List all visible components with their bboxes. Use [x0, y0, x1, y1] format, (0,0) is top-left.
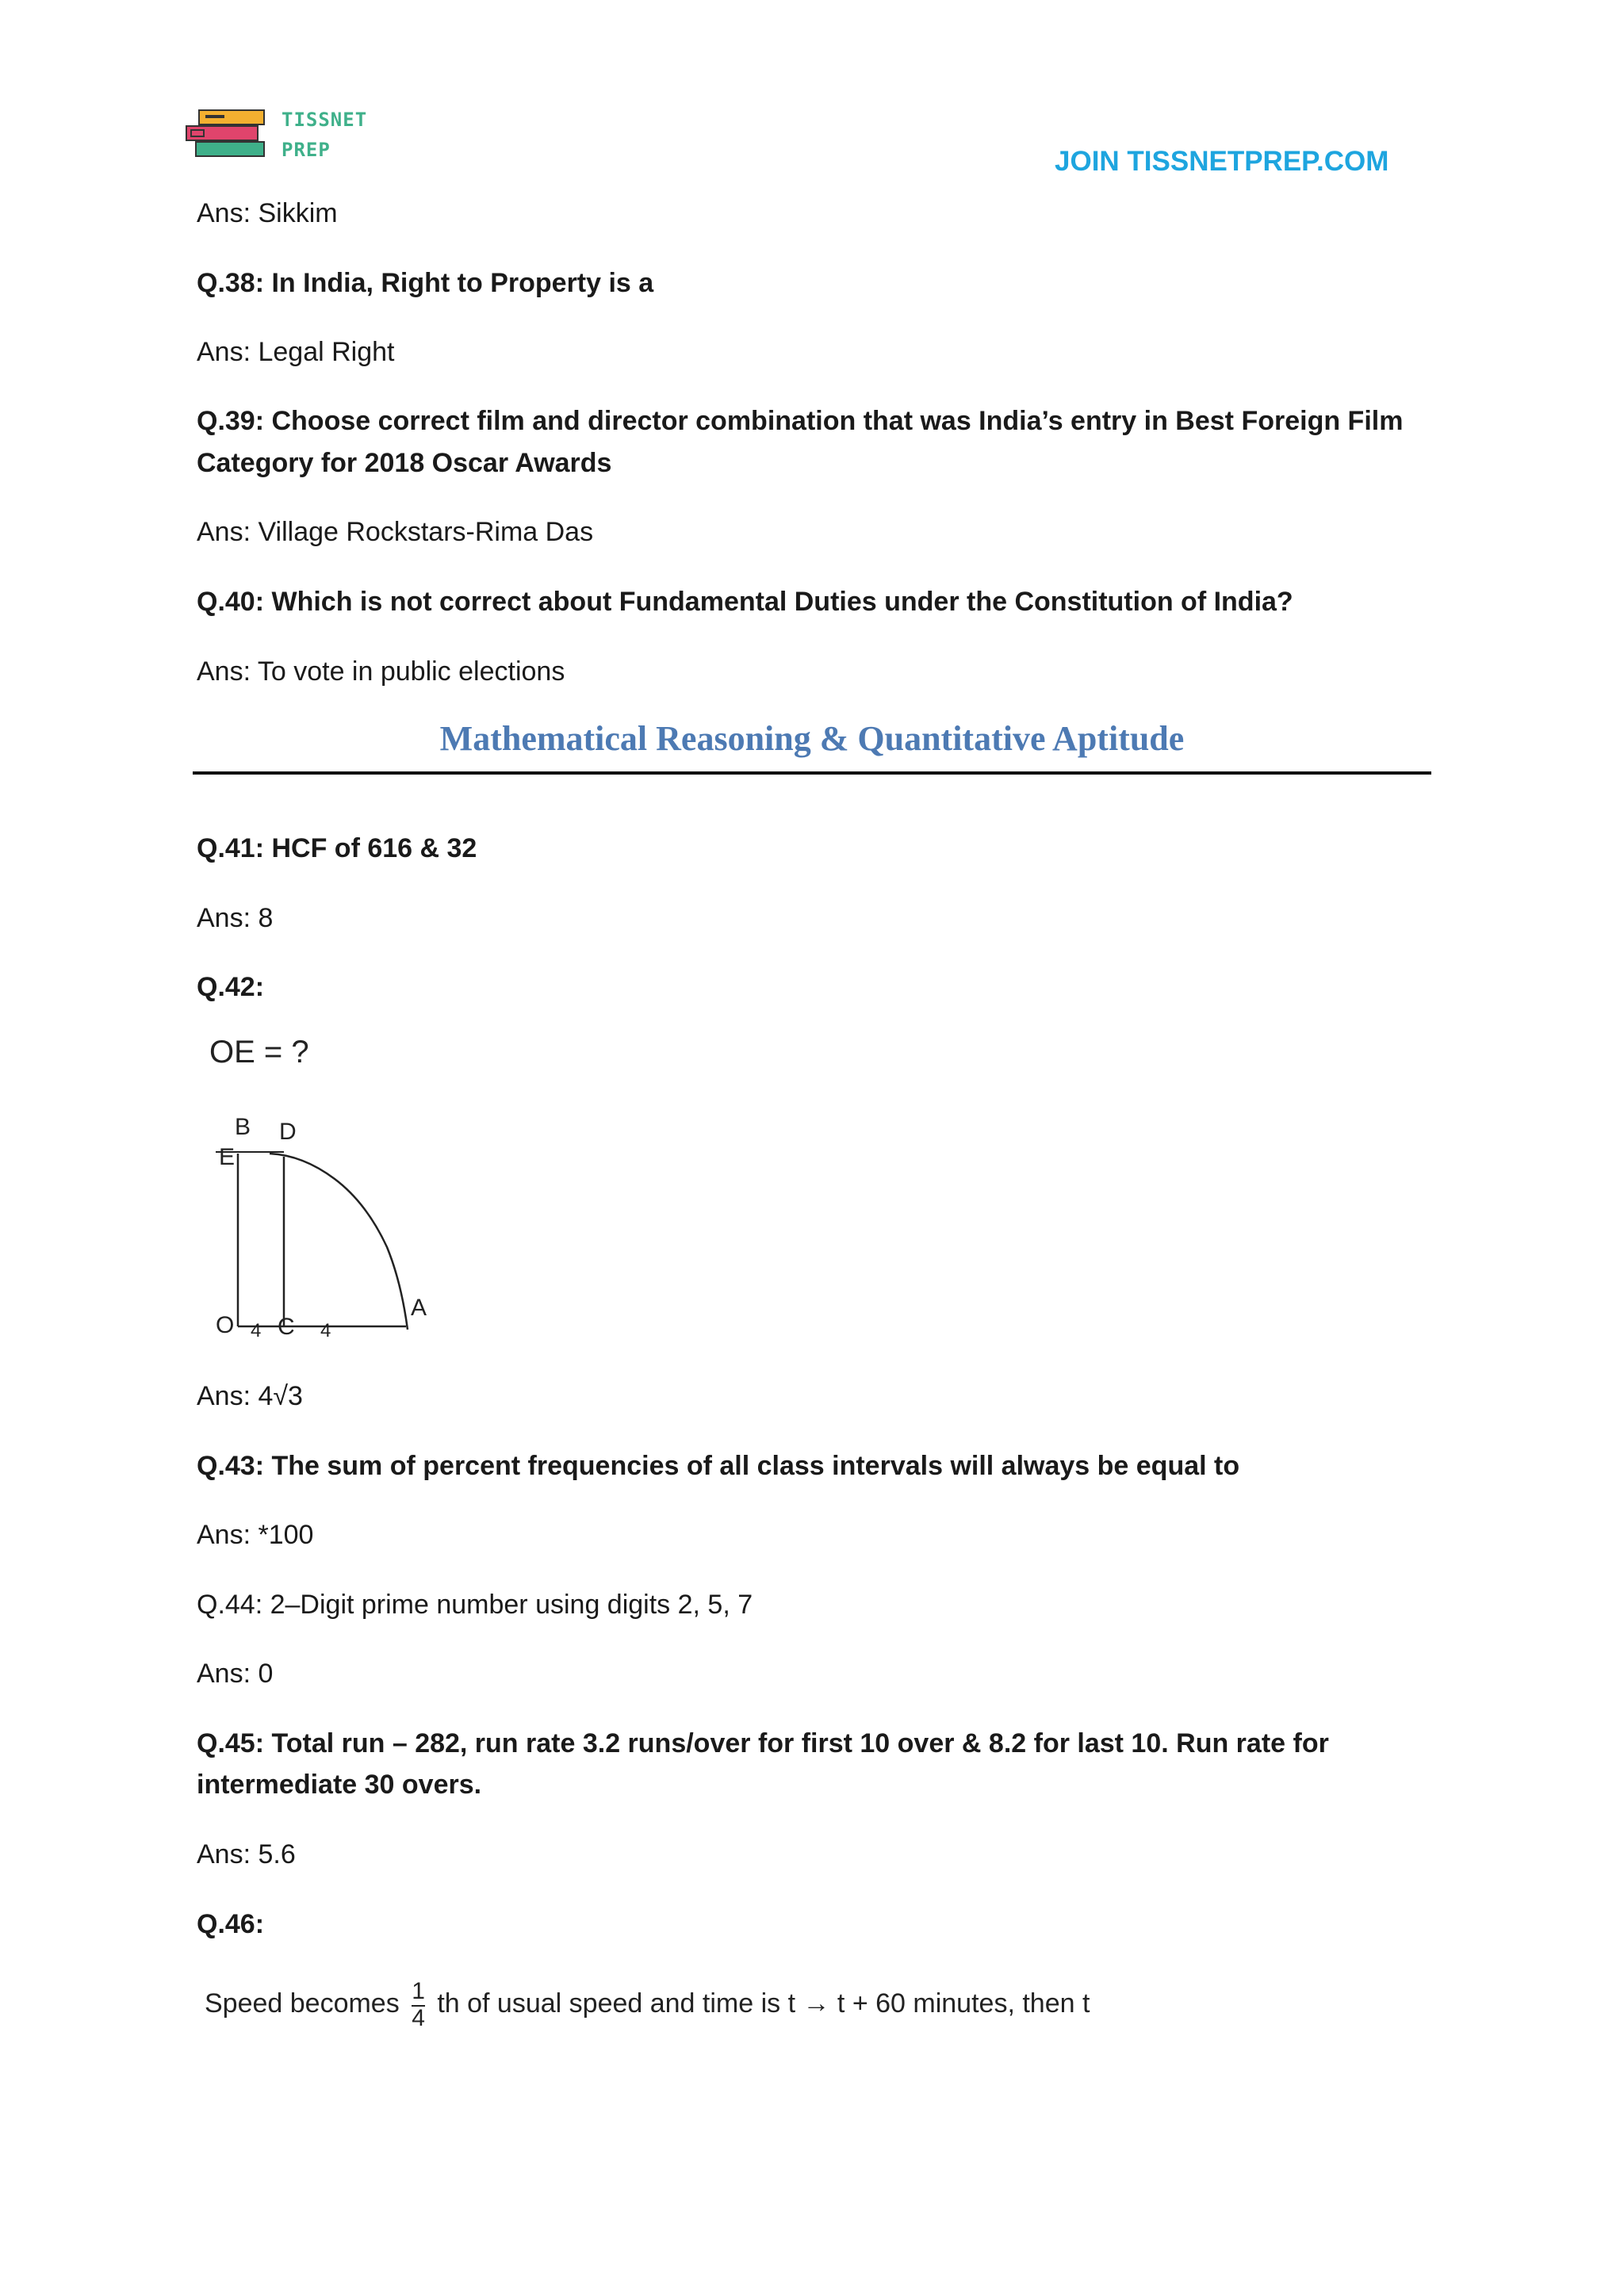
question-45-line2: intermediate 30 overs.	[197, 1770, 482, 1800]
q46-prefix: Speed becomes	[205, 1988, 400, 2019]
answer-44: Ans: 0	[197, 1659, 274, 1689]
figure-q46	[205, 1980, 1090, 2030]
question-42: Q.42:	[197, 972, 265, 1002]
label-b: B	[235, 1114, 251, 1140]
answer-45: Ans: 5.6	[197, 1839, 296, 1869]
section-divider	[193, 771, 1431, 775]
fraction-one-fourth	[412, 1980, 425, 2030]
question-45-line1: Q.45: Total run – 282, run rate 3.2 runs/over for first 10 over & 8.2 for last 10. Run rate for	[197, 1728, 1329, 1758]
answer-37: Ans: Sikkim	[197, 198, 338, 228]
answer-41: Ans: 8	[197, 903, 274, 933]
logo-line2: PREP	[282, 139, 331, 161]
label-d: D	[279, 1119, 297, 1145]
fraction-numerator: 1	[412, 1980, 425, 2007]
quarter-circle-diagram	[208, 1106, 446, 1344]
fraction-denominator: 4	[412, 2005, 425, 2031]
question-44: Q.44: 2–Digit prime number using digits 2, 5, 7	[197, 1590, 753, 1620]
question-38: Q.38: In India, Right to Property is a	[197, 268, 654, 298]
question-43: Q.43: The sum of percent frequencies of all class intervals will always be equal to	[197, 1451, 1240, 1481]
join-link[interactable]: JOIN TISSNETPREP.COM	[1055, 146, 1389, 177]
label-o: O	[216, 1312, 235, 1338]
answer-38: Ans: Legal Right	[197, 337, 395, 367]
question-39-line1: Q.39: Choose correct film and director combination that was India’s entry in Best Foreign Film	[197, 406, 1404, 436]
label-c: C	[278, 1314, 295, 1340]
question-46: Q.46:	[197, 1909, 265, 1939]
figure-question: OE = ?	[209, 1035, 309, 1070]
label-e: E	[219, 1144, 236, 1170]
q46-suffix: th of usual speed and time is t → t + 60 minutes, then t	[437, 1988, 1090, 2019]
answer-42: Ans: 4√3	[197, 1381, 303, 1411]
label-a: A	[411, 1295, 427, 1321]
figure-q42	[208, 1035, 446, 1344]
answer-40: Ans: To vote in public elections	[197, 656, 565, 687]
answer-39: Ans: Village Rockstars-Rima Das	[197, 517, 594, 547]
question-39-line2: Category for 2018 Oscar Awards	[197, 448, 612, 478]
section-title: Mathematical Reasoning & Quantitative Aptitude	[439, 719, 1185, 758]
tissnet-prep-logo	[185, 105, 368, 169]
answer-43: Ans: *100	[197, 1520, 314, 1550]
books-icon	[185, 105, 272, 169]
question-40: Q.40: Which is not correct about Fundamental Duties under the Constitution of India?	[197, 587, 1293, 617]
label-ca-length: 4	[320, 1320, 331, 1341]
logo-line1: TISSNET	[282, 109, 368, 131]
question-41: Q.41: HCF of 616 & 32	[197, 833, 477, 863]
label-oc-length: 4	[251, 1320, 262, 1341]
